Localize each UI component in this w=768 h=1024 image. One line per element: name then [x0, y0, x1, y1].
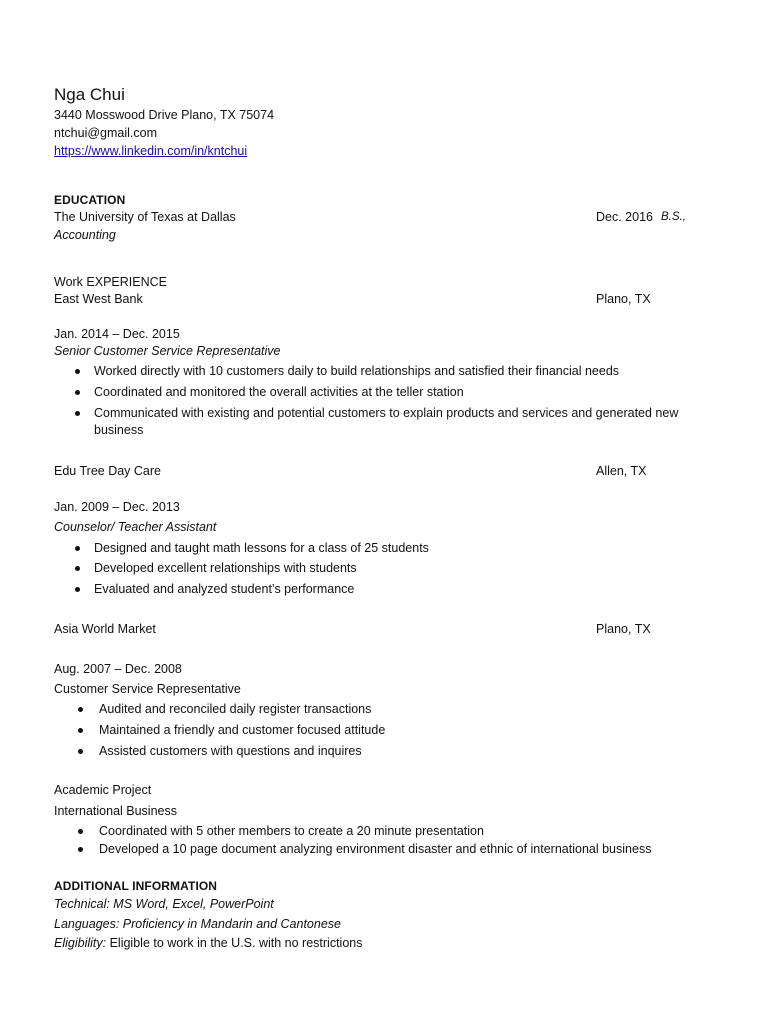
languages: Languages: Proficiency in Mandarin and Cantonese — [54, 917, 341, 931]
bullet-icon — [78, 829, 83, 834]
bullet-icon — [75, 369, 80, 374]
job-bullet: Developed excellent relationships with students — [94, 561, 357, 575]
bullet-icon — [78, 707, 83, 712]
job-location: Plano, TX — [596, 622, 651, 636]
project-bullet: Developed a 10 page document analyzing environment disaster and ethnic of international business — [99, 842, 652, 856]
project-name: International Business — [54, 804, 177, 818]
eligibility — [54, 935, 362, 951]
graduation-date: Dec. 2016 — [596, 210, 653, 224]
degree: B.S., — [661, 211, 686, 223]
job-bullet: Designed and taught math lessons for a class of 25 students — [94, 541, 429, 555]
job-bullet: Evaluated and analyzed student’s performance — [94, 582, 355, 596]
job-bullet: Maintained a friendly and customer focused attitude — [99, 723, 386, 737]
job-bullet: Communicated with existing and potential customers to explain products and services and generated new business — [94, 406, 679, 437]
job-location: Allen, TX — [596, 464, 647, 478]
eligibility-value: Eligible to work in the U.S. with no restrictions — [109, 936, 363, 950]
bullet-icon — [75, 411, 80, 416]
bullet-icon — [75, 587, 80, 592]
job-location: Plano, TX — [596, 292, 651, 306]
job-title: Senior Customer Service Representative — [54, 344, 281, 358]
email: ntchui@gmail.com — [54, 126, 158, 140]
job-bullet: Coordinated and monitored the overall activities at the teller station — [94, 385, 464, 399]
bullet-icon — [78, 749, 83, 754]
job-bullet: Worked directly with 10 customers daily to build relationships and satisfied their financial needs — [94, 364, 620, 378]
job-title: Customer Service Representative — [54, 682, 241, 696]
major: Accounting — [54, 228, 116, 242]
job-title: Counselor/ Teacher Assistant — [54, 520, 217, 534]
job-dates: Jan. 2014 – Dec. 2015 — [54, 327, 180, 341]
work-heading: Work EXPERIENCE — [54, 275, 167, 289]
job-bullet: Assisted customers with questions and inquires — [99, 744, 362, 758]
education-heading: EDUCATION — [54, 193, 126, 207]
employer-name: East West Bank — [54, 292, 143, 306]
eligibility-label: Eligibility: — [54, 936, 107, 950]
technical-skills: Technical: MS Word, Excel, PowerPoint — [54, 897, 274, 911]
bullet-icon — [75, 566, 80, 571]
employer-name: Asia World Market — [54, 622, 156, 636]
bullet-icon — [75, 390, 80, 395]
job-dates: Aug. 2007 – Dec. 2008 — [54, 662, 182, 676]
bullet-icon — [78, 728, 83, 733]
job-dates: Jan. 2009 – Dec. 2013 — [54, 500, 180, 514]
job-bullet: Audited and reconciled daily register transactions — [99, 702, 372, 716]
address: 3440 Mosswood Drive Plano, TX 75074 — [54, 108, 275, 122]
bullet-icon — [78, 847, 83, 852]
bullet-icon — [75, 546, 80, 551]
employer-name: Edu Tree Day Care — [54, 464, 161, 478]
project-heading: Academic Project — [54, 783, 152, 797]
school-name: The University of Texas at Dallas — [54, 210, 236, 224]
linkedin-link[interactable]: https://www.linkedin.com/in/kntchui — [54, 144, 248, 158]
project-bullet: Coordinated with 5 other members to create a 20 minute presentation — [99, 824, 484, 838]
additional-heading: ADDITIONAL INFORMATION — [54, 879, 218, 893]
applicant-name: Nga Chui — [54, 85, 125, 104]
